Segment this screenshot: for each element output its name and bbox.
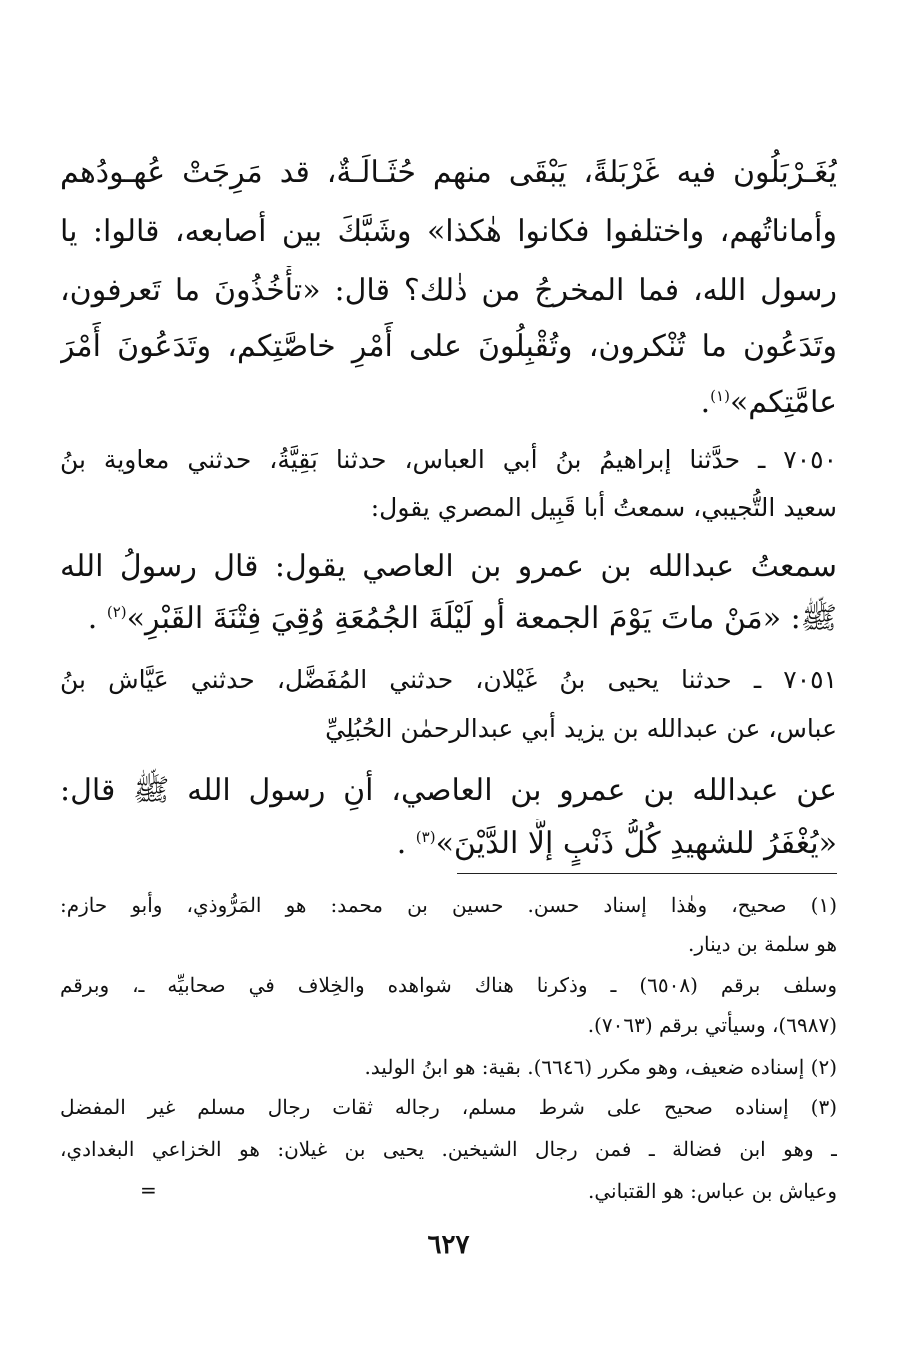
isnad-line: سعيد التُّجيبي، سمعتُ أبا قَبِيل المصري يقول:: [370, 493, 837, 522]
isnad-line: ٧٠٥١ ـ حدثنا يحيى بنُ غَيْلان، حدثني المُفَضَّل، حدثني عَيَّاش بنُ: [60, 665, 837, 694]
footnote-line: (٣) إسناده صحيح على شرط مسلم، رجاله ثقات رجال مسلم غير المفضل: [60, 1095, 837, 1119]
footnote-line: وسلف برقم (٦٥٠٨) ـ وذكرنا هناك شواهده والخِلاف في صحابيِّه ـ، وبرقم: [60, 973, 837, 997]
footnote-line: هو سلمة بن دينار.: [687, 932, 837, 956]
page-number: ٦٢٧: [427, 1230, 470, 1260]
isnad-line: ٧٠٥٠ ـ حدَّثنا إبراهيمُ بنُ أبي العباس، حدثنا بَقِيَّةُ، حدثني معاوية بنُ: [60, 445, 837, 474]
footnote-ref-3: (٣): [415, 828, 436, 846]
main-text-line: وتَدَعُون ما تُنْكرون، وتُقْبِلُونَ على أَمْرِ خاصَّتِكم، وتَدَعُونَ أَمْرَ: [60, 329, 837, 364]
matn-fragment: «يُغْفَرُ للشهيدِ كُلُّ ذَنْبٍ إلَّا الدَّيْنَ»: [435, 826, 837, 861]
matn-line: سمعتُ عبدالله بن عمرو بن العاصي يقول: قال رسولُ الله: [60, 549, 837, 584]
main-text-fragment: عامَّتِكم»: [729, 385, 837, 420]
full-stop: .: [700, 385, 711, 420]
full-stop: .: [396, 826, 416, 861]
main-text-line: يُغَـرْبَلُون فيه غَرْبَلةً، يَبْقَى منهم حُثَـالَـةٌ، قد مَرِجَتْ عُهـودُهم: [60, 155, 837, 190]
footnote-line: (١) صحيح، وهٰذا إسناد حسن. حسين بن محمد: هو المَرُّوذي، وأبو حازم:: [60, 893, 837, 917]
matn-line: عن عبدالله بن عمرو بن العاصي، أنِ رسول الله ﷺ قال:: [60, 773, 837, 808]
main-text-line: وأماناتُهم، واختلفوا فكانوا هٰكذا» وشَبَّكَ بين أصابعه، قالوا: يا: [60, 214, 837, 249]
footnote-line: وعياش بن عباس: هو القتباني.: [588, 1179, 837, 1203]
footnote-line: (٦٩٨٧)، وسيأتي برقم (٧٠٦٣).: [587, 1013, 837, 1037]
main-text-line-end: [60, 378, 837, 428]
isnad-line: عباس، عن عبدالله بن يزيد أبي عبدالرحمٰن الحُبُلِيِّ: [325, 714, 837, 743]
footnote-line: ـ وهو ابن فضالة ـ فمن رجال الشيخين. يحيى بن غيلان: هو الخزاعي البغدادي،: [60, 1137, 837, 1161]
matn-line-end: [60, 594, 837, 644]
continuation-mark: =: [140, 1178, 157, 1202]
matn-line-end: [60, 819, 837, 869]
footnote-line: (٢) إسناده ضعيف، وهو مكرر (٦٦٤٦). بقية: هو ابنُ الوليد.: [364, 1055, 837, 1079]
footnote-ref-1: (١): [710, 387, 730, 405]
matn-fragment: ﷺ: «مَنْ ماتَ يَوْمَ الجمعة أو لَيْلَةَ الجُمُعَةِ وُقِيَ فِتْنَةَ القَبْرِ»: [126, 601, 837, 636]
footnote-separator: [457, 873, 837, 874]
full-stop: .: [87, 601, 107, 636]
main-text-line: رسول الله، فما المخرجُ من ذٰلك؟ قال: «تأْخُذُونَ ما تَعرفون،: [60, 273, 837, 308]
footnote-ref-2: (٢): [106, 603, 127, 621]
